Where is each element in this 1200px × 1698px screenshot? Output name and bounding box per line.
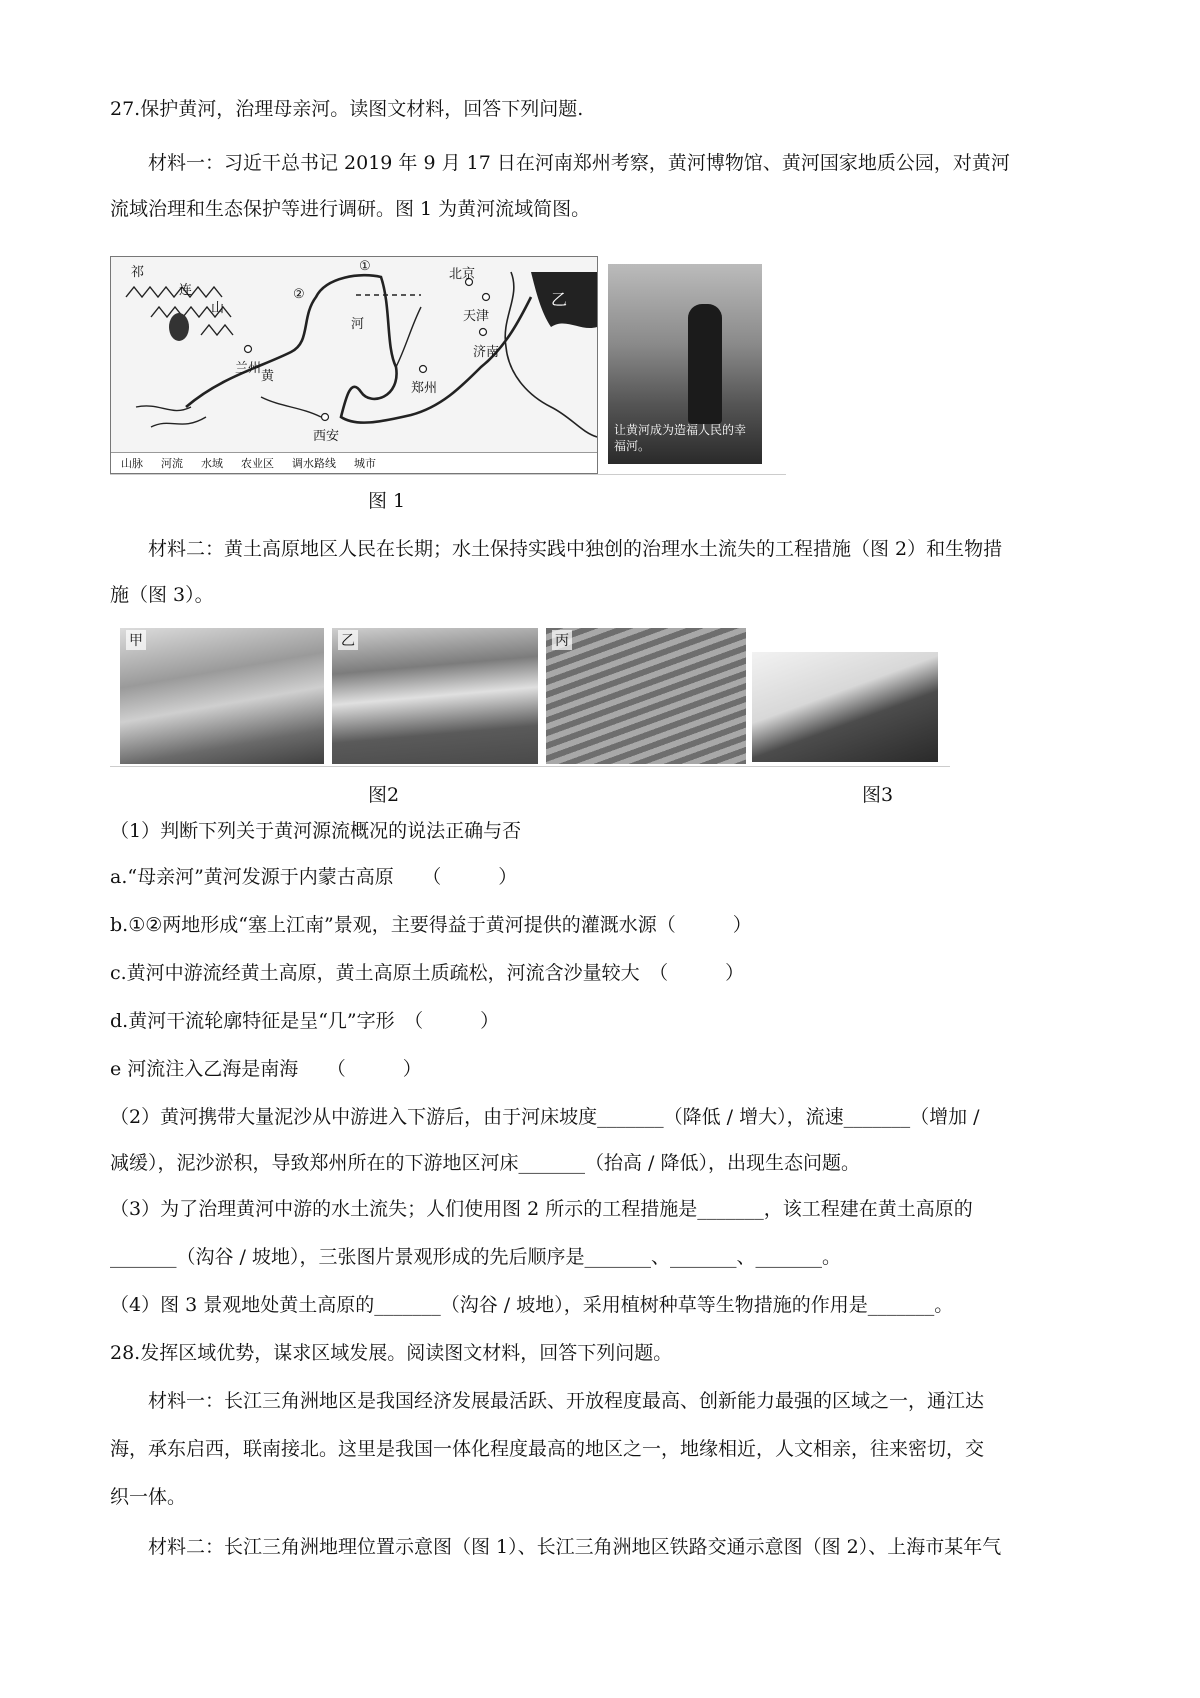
legend-city: 城市: [354, 457, 376, 470]
legend-water: 水域: [201, 457, 223, 470]
legend-farmland: 农业区: [241, 457, 274, 470]
photo-label: 乙: [338, 630, 358, 650]
map-label-xian: 西安: [313, 429, 340, 444]
yellow-river-map: [110, 256, 598, 474]
q27-question2: 减缓），泥沙淤积，导致郑州所在的下游地区河床_______（抬高 / 降低），出现生态问题。: [110, 1152, 860, 1174]
photos-separator: [110, 766, 950, 767]
legend-river: 河流: [161, 457, 183, 470]
photo-fig3: [752, 652, 938, 762]
legend-mountain: 山脉: [121, 457, 143, 470]
photo-caption: 让黄河成为造福人民的幸福河。: [614, 423, 747, 453]
map-label-tianjin: 天津: [463, 309, 490, 324]
q27-item-c: c.黄河中游流经黄土高原，黄土高原土质疏松，河流含沙量较大 （ ）: [110, 962, 745, 984]
person-silhouette: [688, 304, 722, 424]
q27-item-d: d.黄河干流轮廓特征是呈“几”字形 （ ）: [110, 1010, 500, 1032]
map-label-qilian: 山: [211, 301, 225, 316]
map-label-qilian: 祁: [131, 265, 145, 280]
city-marker: [245, 346, 252, 353]
photo-yi: [332, 628, 538, 764]
photo-bing: [546, 628, 746, 764]
q27-question2: （2）黄河携带大量泥沙从中游进入下游后，由于河床坡度_______（降低 / 增大），流速_______（增加 /: [110, 1106, 980, 1128]
q28-title: 28.发挥区域优势，谋求区域发展。阅读图文材料，回答下列问题。: [110, 1342, 673, 1364]
q27-item-b: b.①②两地形成“塞上江南”景观，主要得益于黄河提供的灌溉水源（ ）: [110, 914, 752, 936]
q27-material1: 材料一：习近干总书记 2019 年 9 月 17 日在河南郑州考察，黄河博物馆、黄河国家地质公园，对黄河: [148, 152, 1010, 174]
map-label-lanzhou: 兰州: [235, 361, 262, 376]
q27-question1: （1）判断下列关于黄河源流概况的说法正确与否: [110, 820, 522, 842]
inspection-photo: [608, 264, 762, 464]
q28-material1: 海，承东启西，联南接北。这里是我国一体化程度最高的地区之一，地缘相近，人文相亲，往来密切，交: [110, 1438, 985, 1460]
map-label-jinan: 济南: [473, 345, 500, 360]
q27-material2: 施（图 3）。: [110, 584, 214, 606]
q27-question3: _______（沟谷 / 坡地），三张图片景观形成的先后顺序是_______、_______、_______。: [110, 1246, 841, 1268]
map-label-beijing: 北京: [449, 267, 476, 282]
q27-question3: （3）为了治理黄河中游的水土流失；人们使用图 2 所示的工程措施是_______，该工程建在黄土高原的: [110, 1198, 973, 1220]
q28-material1: 材料一：长江三角洲地区是我国经济发展最活跃、开放程度最高、创新能力最强的区域之一，通江达: [148, 1390, 985, 1412]
map-label-yi: 乙: [551, 290, 568, 309]
fig1-caption: 图 1: [368, 490, 406, 512]
q28-material1: 织一体。: [110, 1486, 187, 1508]
map-label-zhengzhou: 郑州: [411, 381, 438, 396]
q28-material2: 材料二：长江三角洲地理位置示意图（图 1）、长江三角洲地区铁路交通示意图（图 2）、上海市某年气: [148, 1536, 1002, 1558]
city-marker: [480, 329, 487, 336]
legend-transfer-route: 调水路线: [292, 457, 336, 470]
q27-title: 27.保护黄河，治理母亲河。读图文材料，回答下列问题.: [110, 98, 584, 120]
photo-label: 甲: [126, 630, 146, 650]
map-separator: [110, 474, 786, 475]
q27-item-a: a.“母亲河”黄河发源于内蒙古高原 （ ）: [110, 866, 518, 888]
photo-jia: [120, 628, 324, 764]
city-marker: [322, 414, 329, 421]
map-label-circle1: ①: [359, 259, 371, 274]
map-label-river: 黄: [261, 369, 275, 384]
q27-question4: （4）图 3 景观地处黄土高原的_______（沟谷 / 坡地），采用植树种草等生物措施的作用是_______。: [110, 1294, 954, 1316]
map-label-circle2: ②: [293, 287, 305, 302]
q27-material2: 材料二：黄土高原地区人民在长期；水土保持实践中独创的治理水土流失的工程措施（图 2）和生物措: [148, 538, 1003, 560]
map-label-river: 河: [351, 317, 365, 332]
fig2-caption: 图2: [368, 784, 400, 806]
fig3-caption: 图3: [862, 784, 894, 806]
city-marker: [420, 366, 427, 373]
photo-label: 丙: [552, 630, 572, 650]
map-legend: [111, 452, 597, 473]
lake: [169, 313, 189, 341]
city-marker: [483, 294, 490, 301]
q27-item-e: e 河流注入乙海是南海 （ ）: [110, 1058, 422, 1080]
q27-material1: 流域治理和生态保护等进行调研。图 1 为黄河流域简图。: [110, 198, 591, 220]
map-label-qilian: 连: [179, 283, 193, 298]
